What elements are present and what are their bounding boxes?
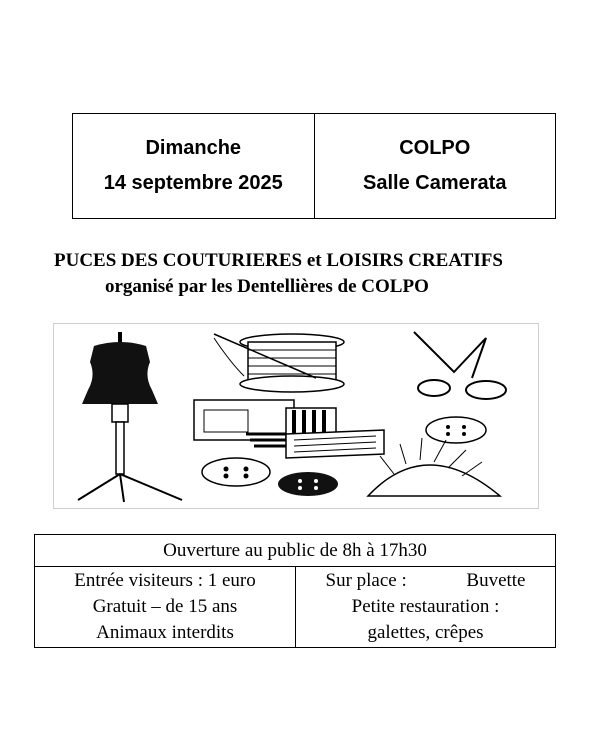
button-white-large-icon	[202, 458, 270, 486]
event-venue: Salle Camerata	[363, 172, 507, 194]
mannequin-icon	[78, 332, 182, 502]
food-label: Petite restauration :	[351, 596, 500, 617]
button-black-icon	[278, 472, 338, 496]
date-cell	[73, 114, 314, 218]
thread-spool-icon	[214, 334, 344, 392]
opening-hours: Ouverture au public de 8h à 17h30	[35, 535, 555, 567]
food-items: galettes, crêpes	[367, 622, 484, 643]
pin-cushion-icon	[368, 438, 500, 496]
on-site-info	[296, 567, 555, 647]
entry-fee: Entrée visiteurs : 1 euro	[74, 570, 256, 591]
free-under-15: Gratuit – de 15 ans	[92, 596, 238, 617]
title-line-2: organisé par les Dentellières de COLPO	[105, 276, 429, 297]
event-header-box	[72, 113, 556, 219]
fabric-swatches-icon	[194, 400, 384, 458]
on-site-label: Sur place :	[325, 570, 407, 591]
location-cell	[314, 114, 556, 218]
scissors-icon	[414, 332, 506, 399]
title-line-1: PUCES DES COUTURIERES et LOISIRS CREATIFS	[54, 250, 503, 271]
event-day: Dimanche	[145, 137, 242, 159]
info-table	[34, 534, 556, 648]
button-white-small-icon	[426, 417, 486, 443]
event-town: COLPO	[399, 137, 471, 159]
no-animals: Animaux interdits	[96, 622, 234, 643]
bar-item: Buvette	[466, 570, 526, 591]
sewing-illustration	[53, 323, 539, 509]
visitor-info	[35, 567, 296, 647]
event-date: 14 septembre 2025	[103, 172, 283, 194]
